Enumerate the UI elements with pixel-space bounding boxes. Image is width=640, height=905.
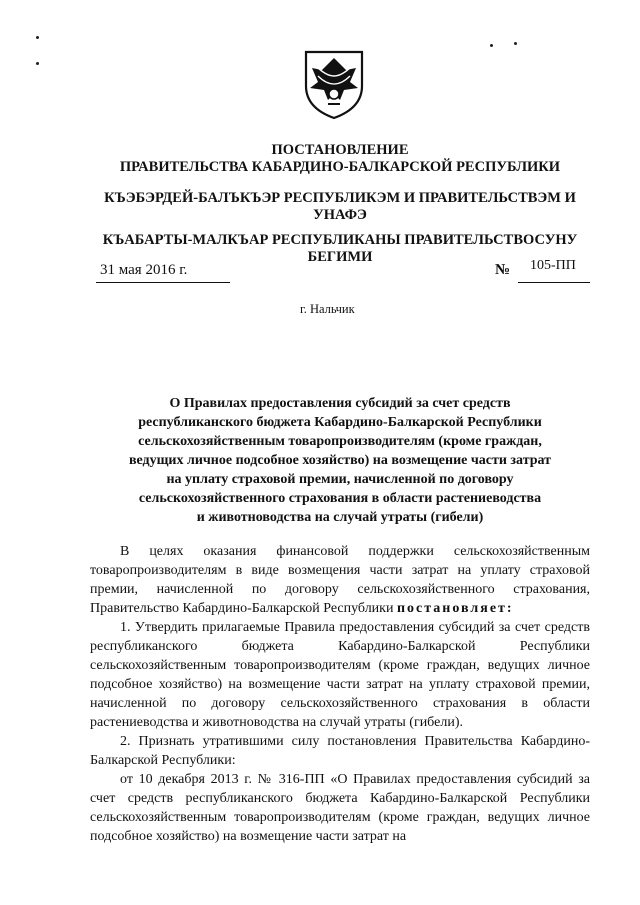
title-line: и животноводства на случай утраты (гибели) bbox=[196, 510, 484, 525]
government-name-kabardian-line2: УНАФЭ bbox=[313, 207, 367, 223]
government-name-balkar-line1: КЪАБАРТЫ-МАЛКЪАР РЕСПУБЛИКАНЫ ПРАВИТЕЛЬСТВОСУНУ bbox=[102, 232, 578, 248]
scan-speck bbox=[36, 36, 39, 39]
city-name: г. Нальчик bbox=[300, 302, 355, 316]
government-name-russian: ПРАВИТЕЛЬСТВА КАБАРДИНО-БАЛКАРСКОЙ РЕСПУБЛИКИ bbox=[119, 159, 561, 175]
number-sign: № bbox=[495, 262, 511, 278]
decree-word: постановляет: bbox=[396, 601, 514, 616]
body-paragraph-item-2-sub: от 10 декабря 2013 г. № 316-ПП «О Правилах предоставления субсидий за счет средств республиканского бюджета Кабардино-Балкарской Республики сельскохозяйственным товаропроизводителям (кроме граждан, ведущих личное подсобное хозяйство) на возмещение части затрат на bbox=[90, 772, 590, 844]
government-name-kabardian-line1: КЪЭБЭРДЕЙ-БАЛЪКЪЭР РЕСПУБЛИКЭМ И ПРАВИТЕЛЬСТВЭМ И bbox=[104, 190, 576, 206]
body-paragraph-preamble bbox=[90, 542, 590, 618]
scan-speck bbox=[36, 62, 39, 65]
coat-of-arms-emblem bbox=[302, 46, 366, 120]
document-date: 31 мая 2016 г. bbox=[100, 262, 188, 278]
title-line: сельскохозяйственным товаропроизводителям (кроме граждан, bbox=[138, 434, 542, 449]
body-paragraph-item-1: 1. Утвердить прилагаемые Правила предоставления субсидий за счет средств республиканского бюджета Кабардино-Балкарской Республики сельскохозяйственным товаропроизводителям (кроме граждан, ведущих личное подсобное хозяйство) на возмещение части затрат на уплату страховой премии, начисленной по договору сельскохозяйственного страхования в области растениеводства и животноводства на случай утраты (гибели). bbox=[90, 620, 590, 730]
title-line: ведущих личное подсобное хозяйство) на возмещение части затрат bbox=[128, 453, 552, 468]
document-body bbox=[90, 542, 590, 846]
number-underline bbox=[518, 282, 590, 283]
document-type-heading: ПОСТАНОВЛЕНИЕ bbox=[271, 142, 409, 158]
date-underline bbox=[96, 282, 230, 283]
scan-speck bbox=[490, 44, 493, 47]
title-line: сельскохозяйственного страхования в области растениеводства bbox=[138, 491, 542, 506]
preamble-text: В целях оказания финансовой поддержки сельскохозяйственным товаропроизводителям в виде возмещения части затрат на уплату страховой премии, начисленной по договору сельскохозяйственного страхования, Правительство Кабардино-Балкарской Республики bbox=[90, 544, 590, 616]
title-line: О Правилах предоставления субсидий за счет средств bbox=[169, 396, 511, 411]
title-line: на уплату страховой премии, начисленной по договору bbox=[166, 472, 514, 487]
document-number: 105-ПП bbox=[530, 258, 576, 273]
body-paragraph-item-2: 2. Признать утратившими силу постановления Правительства Кабардино-Балкарской Республики: bbox=[90, 734, 590, 768]
resolution-title bbox=[90, 394, 590, 527]
scan-speck bbox=[514, 42, 517, 45]
government-name-balkar-line2: БЕГИМИ bbox=[307, 249, 373, 265]
title-line: республиканского бюджета Кабардино-Балкарской Республики bbox=[138, 415, 542, 430]
